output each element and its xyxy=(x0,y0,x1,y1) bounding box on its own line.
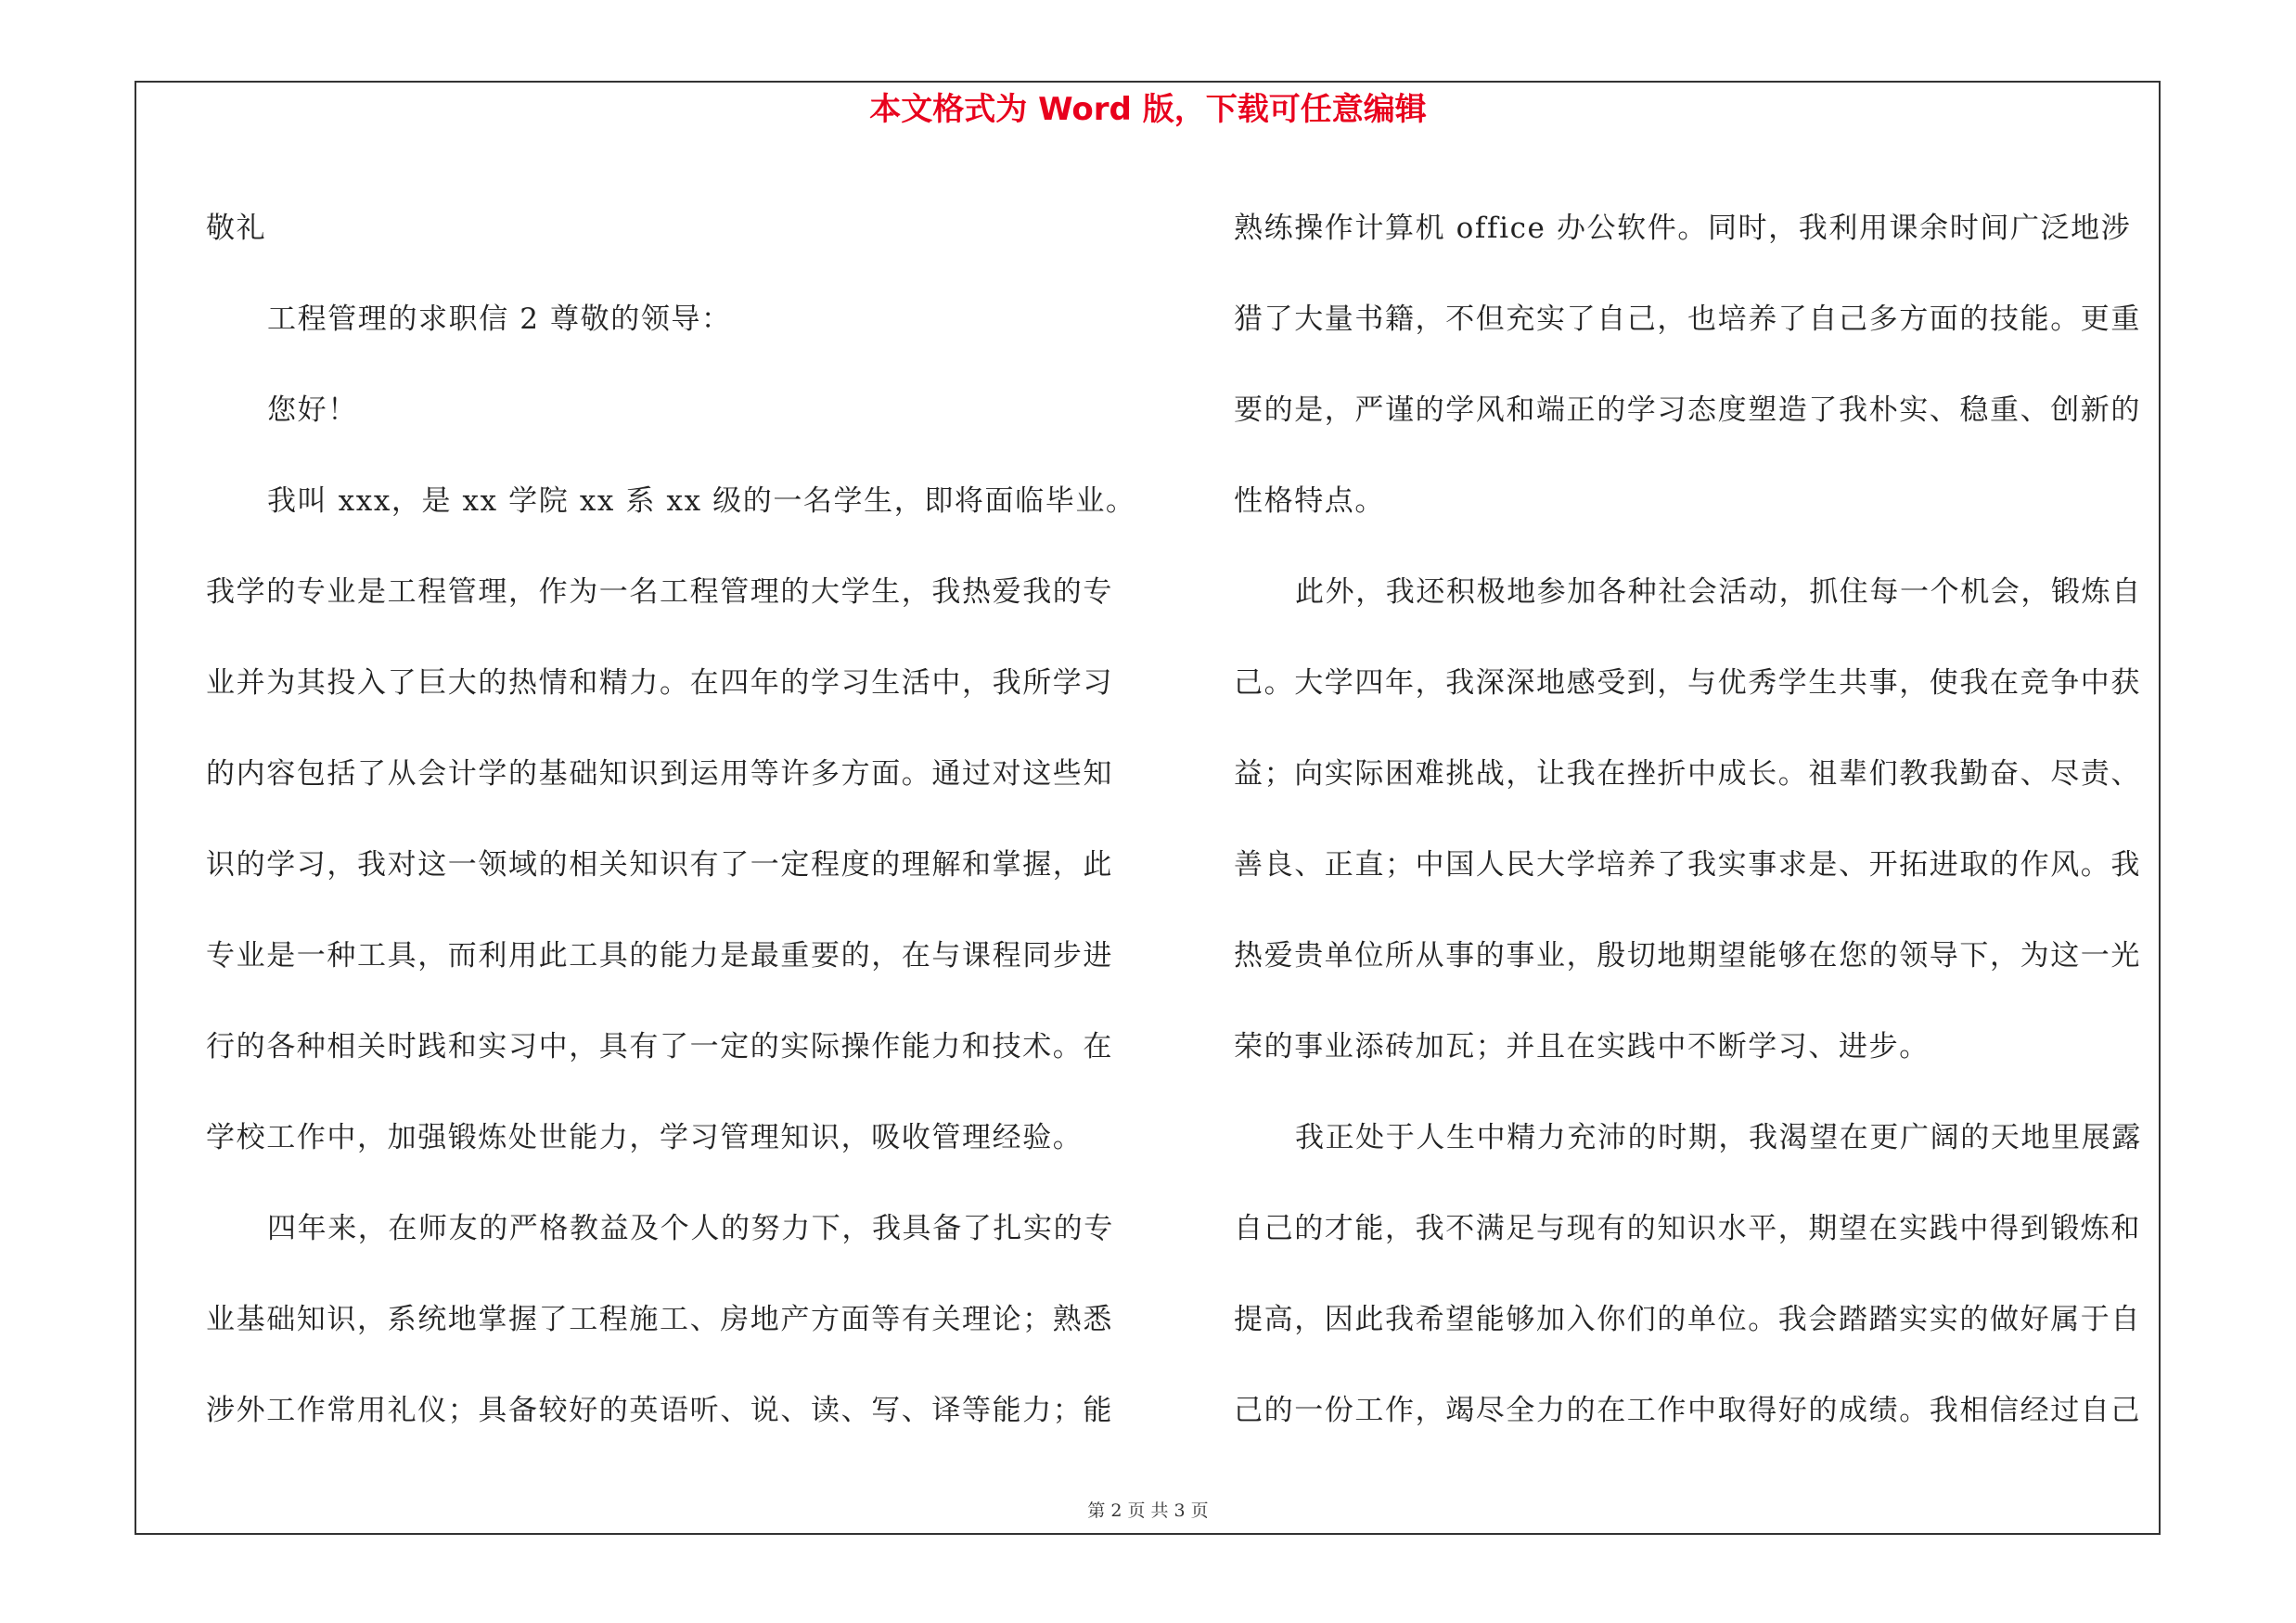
right-column-line: 益；向实际困难挑战，让我在挫折中成长。祖辈们教我勤奋、尽责、 xyxy=(1234,757,2141,791)
document-header-title: 本文格式为 Word 版，下载可任意编辑 xyxy=(869,91,1427,128)
left-column-line: 我学的专业是工程管理，作为一名工程管理的大学生，我热爱我的专 xyxy=(206,575,1113,609)
right-column-line: 熟练操作计算机 office 办公软件。同时，我利用课余时间广泛地涉 xyxy=(1234,212,2132,245)
right-column-line: 提高，因此我希望能够加入你们的单位。我会踏踏实实的做好属于自 xyxy=(1234,1303,2141,1336)
left-column-line: 学校工作中，加强锻炼处世能力，学习管理知识，吸收管理经验。 xyxy=(206,1121,1084,1154)
left-column-line: 涉外工作常用礼仪；具备较好的英语听、说、读、写、译等能力；能 xyxy=(206,1394,1113,1427)
left-column-line: 敬礼 xyxy=(206,212,267,245)
left-column-line: 行的各种相关时践和实习中，具有了一定的实际操作能力和技术。在 xyxy=(206,1030,1113,1063)
right-column-line: 己的一份工作，竭尽全力的在工作中取得好的成绩。我相信经过自己 xyxy=(1234,1394,2141,1427)
left-column-line: 专业是一种工具，而利用此工具的能力是最重要的，在与课程同步进 xyxy=(206,939,1113,973)
left-column-line: 的内容包括了从会计学的基础知识到运用等许多方面。通过对这些知 xyxy=(206,757,1113,791)
right-column-line: 性格特点。 xyxy=(1234,484,1385,518)
right-column-line: 要的是，严谨的学风和端正的学习态度塑造了我朴实、稳重、创新的 xyxy=(1234,393,2141,427)
left-column-line: 业并为其投入了巨大的热情和精力。在四年的学习生活中，我所学习 xyxy=(206,666,1113,700)
left-column-line: 识的学习，我对这一领域的相关知识有了一定程度的理解和掌握，此 xyxy=(206,848,1113,882)
left-column-line: 您好！ xyxy=(267,393,358,427)
right-column-line: 此外，我还积极地参加各种社会活动，抓住每一个机会，锻炼自 xyxy=(1295,575,2142,609)
right-column-line: 己。大学四年，我深深地感受到，与优秀学生共事，使我在竞争中获 xyxy=(1234,666,2141,700)
left-column-line: 业基础知识，系统地掌握了工程施工、房地产方面等有关理论；熟悉 xyxy=(206,1303,1113,1336)
right-column-line: 我正处于人生中精力充沛的时期，我渴望在更广阔的天地里展露 xyxy=(1295,1121,2142,1154)
right-column-line: 猎了大量书籍，不但充实了自己，也培养了自己多方面的技能。更重 xyxy=(1234,303,2141,336)
right-column-line: 热爱贵单位所从事的事业，殷切地期望能够在您的领导下，为这一光 xyxy=(1234,939,2141,973)
left-column-line: 四年来，在师友的严格教益及个人的努力下，我具备了扎实的专 xyxy=(267,1212,1114,1245)
right-column-line: 善良、正直；中国人民大学培养了我实事求是、开拓进取的作风。我 xyxy=(1234,848,2141,882)
right-column-line: 荣的事业添砖加瓦；并且在实践中不断学习、进步。 xyxy=(1234,1030,1930,1063)
page-number-footer: 第 2 页 共 3 页 xyxy=(1087,1501,1209,1521)
left-column-line: 工程管理的求职信 2 尊敬的领导： xyxy=(267,303,732,336)
left-column-line: 我叫 xxx，是 xx 学院 xx 系 xx 级的一名学生，即将面临毕业。 xyxy=(267,484,1136,518)
right-column-line: 自己的才能，我不满足与现有的知识水平，期望在实践中得到锻炼和 xyxy=(1234,1212,2141,1245)
